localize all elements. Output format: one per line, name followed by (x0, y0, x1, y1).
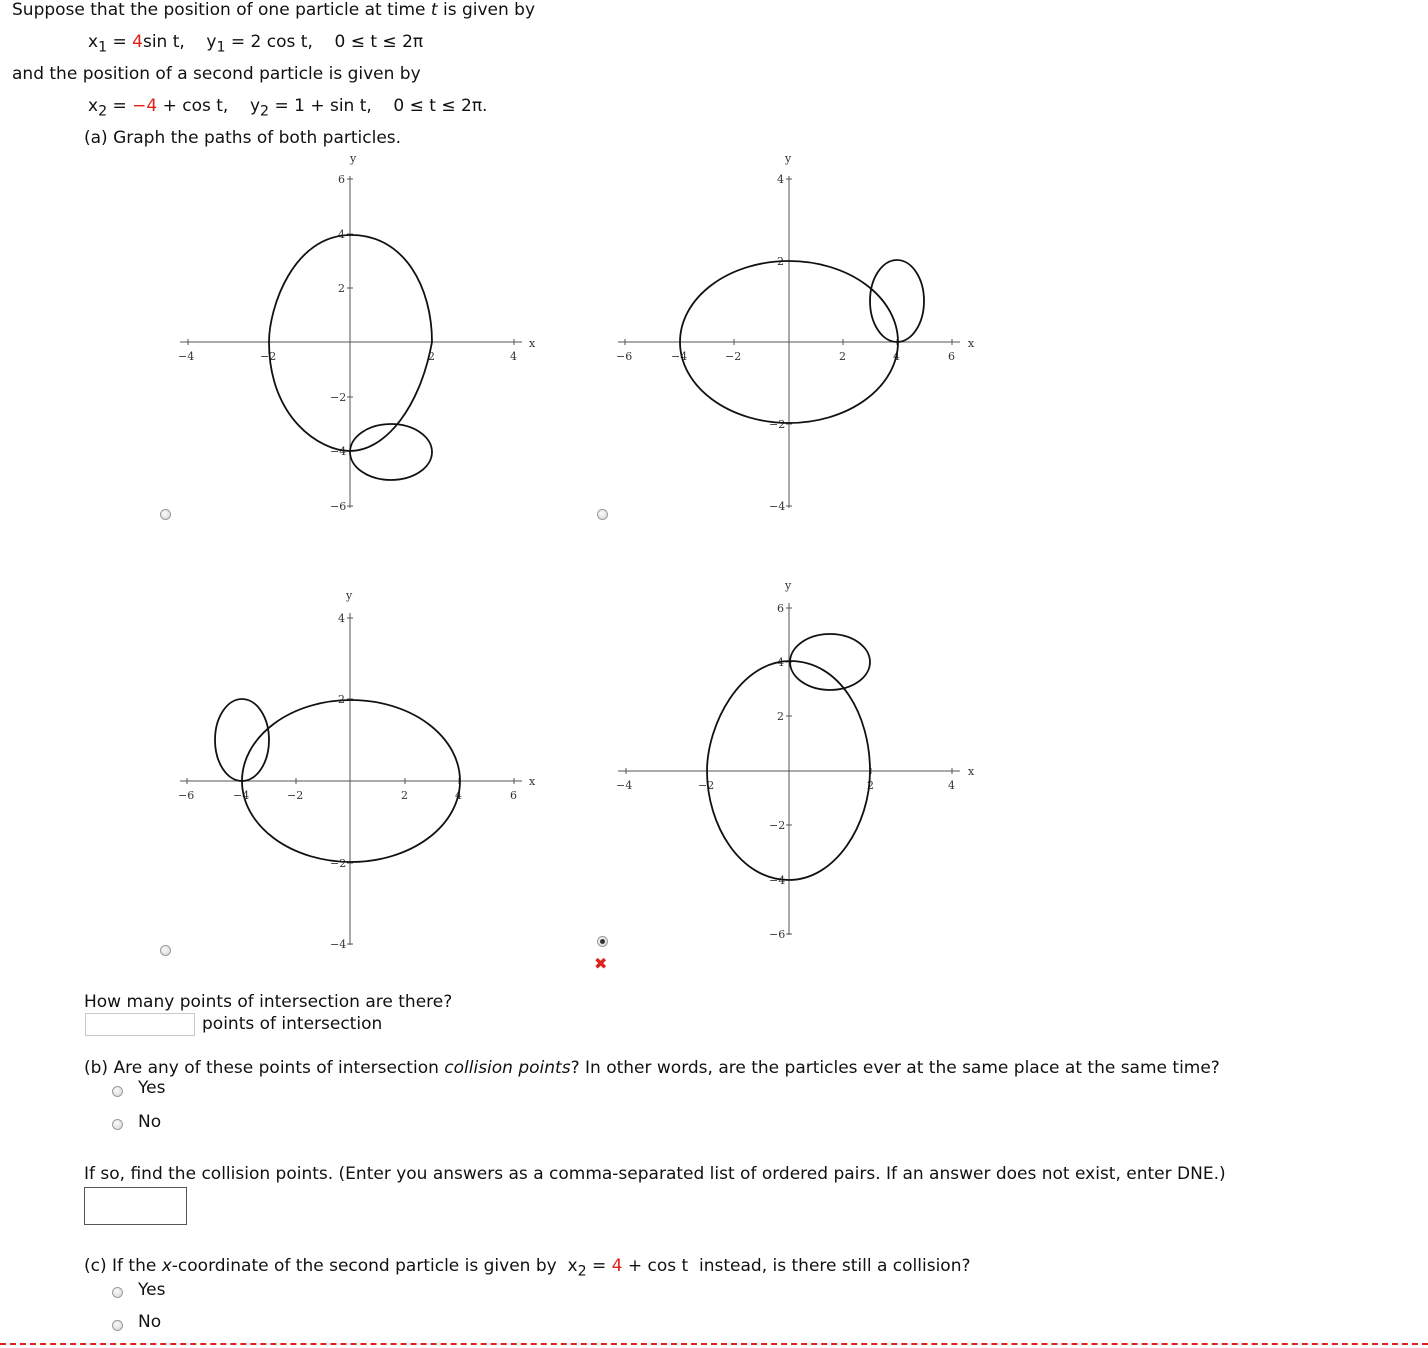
part-c-no-label: No (138, 1312, 162, 1332)
tick-label: −6 (769, 928, 786, 941)
intersection-count-input[interactable] (85, 1013, 195, 1036)
collision-points-input[interactable] (84, 1187, 187, 1225)
tick-label: 2 (839, 350, 846, 363)
part-c-suffix: instead, is there still a collision? (699, 1256, 971, 1276)
tick-label: −4 (769, 500, 786, 513)
part-c-prefix: (c) If the (84, 1256, 157, 1276)
equation-particle-1 (88, 32, 423, 55)
tick-label: 2 (777, 255, 784, 268)
tick-label: 4 (948, 779, 955, 792)
part-c-yes-radio[interactable] (112, 1287, 123, 1298)
tick-label: 4 (893, 350, 900, 363)
tick-label: 4 (777, 173, 784, 186)
tick-label: 2 (338, 282, 345, 295)
graph-option-3 (170, 585, 540, 955)
equation-particle-2 (88, 96, 487, 119)
tick-label: 4 (338, 228, 345, 241)
part-b-yes-radio[interactable] (112, 1086, 123, 1097)
tick-label: 2 (401, 789, 408, 802)
tick-label: −2 (769, 418, 786, 431)
part-c-question (84, 1256, 971, 1279)
tick-label: −4 (330, 445, 347, 458)
tick-label: −4 (769, 874, 786, 887)
eq2-x: x (88, 96, 99, 116)
x-axis-label: x (968, 765, 975, 778)
part-c-sub: 2 (577, 1263, 587, 1280)
y-axis-label: y (346, 589, 353, 602)
eq2-y-rest: = 1 + sin t, (274, 96, 372, 116)
tick-label: 6 (510, 789, 517, 802)
tick-label: −4 (330, 938, 347, 951)
tick-label: −4 (616, 779, 633, 792)
tick-label: 4 (777, 656, 784, 669)
part-b-prefix: (b) Are any of these points of intersection (84, 1058, 439, 1078)
eq2-eq: = (112, 96, 127, 116)
tick-label: 4 (455, 789, 462, 802)
tick-label: −6 (330, 500, 347, 513)
intro-text (12, 0, 535, 20)
part-c-yes-label: Yes (138, 1280, 166, 1300)
graph-option-2 (610, 148, 980, 518)
tick-label: 6 (777, 602, 784, 615)
part-c-lhs: x (567, 1256, 578, 1276)
part-c-coef: 4 (611, 1256, 623, 1276)
eq1-x-rest: sin t, (142, 32, 185, 52)
y-axis-label: y (350, 152, 357, 165)
tick-label: 4 (510, 350, 517, 363)
incorrect-icon: ✖ (594, 954, 608, 973)
tick-label: −2 (287, 789, 304, 802)
y-axis-label: y (785, 152, 792, 165)
x-axis-label: x (968, 337, 975, 350)
eq1-y: y (206, 32, 217, 52)
part-b-em: collision points (444, 1058, 571, 1078)
graph-option-4 (610, 575, 980, 945)
part-c-no-radio[interactable] (112, 1320, 123, 1331)
tick-label: 6 (338, 173, 345, 186)
eq1-y-sub: 1 (216, 39, 226, 56)
part-a-heading: (a) Graph the paths of both particles. (84, 128, 402, 148)
tick-label: −4 (671, 350, 688, 363)
eq2-x-sub: 2 (98, 103, 108, 120)
intro-end: is given by (442, 0, 536, 20)
intersect-suffix: points of intersection (202, 1014, 383, 1034)
graph-option-3-radio[interactable] (160, 945, 171, 956)
tick-label: −2 (698, 779, 715, 792)
y-axis-label: y (785, 579, 792, 592)
tick-label: −6 (178, 789, 195, 802)
eq2-x-rest: + cos t, (162, 96, 229, 116)
intro-main: Suppose that the position of one particle at time (12, 0, 426, 20)
tick-label: −2 (330, 391, 347, 404)
eq1-eq: = (112, 32, 127, 52)
eq2-x-const: −4 (132, 96, 158, 116)
tick-label: 2 (867, 779, 874, 792)
part-c-var: x (161, 1256, 172, 1276)
graph-option-2-radio[interactable] (597, 509, 608, 520)
x-axis-label: x (529, 775, 536, 788)
intro-var: t (430, 0, 438, 20)
part-c-middle: -coordinate of the second particle is given by (171, 1256, 557, 1276)
eq2-y-sub: 2 (260, 103, 270, 120)
graph-option-1-radio[interactable] (160, 509, 171, 520)
intersect-question: How many points of intersection are there? (84, 992, 453, 1012)
separator-dashed (0, 1343, 1428, 1345)
part-b-no-radio[interactable] (112, 1119, 123, 1130)
tick-label: 6 (948, 350, 955, 363)
tick-label: −6 (616, 350, 633, 363)
tick-label: −2 (769, 819, 786, 832)
part-b-suffix: ? In other words, are the particles ever at the same place at the same time? (570, 1058, 1220, 1078)
tick-label: −2 (260, 350, 277, 363)
tick-label: 2 (338, 693, 345, 706)
eq1-x: x (88, 32, 99, 52)
eq2-y: y (249, 96, 261, 116)
part-b-question (84, 1058, 1220, 1078)
eq1-x-coef: 4 (132, 32, 143, 52)
graph-option-1 (170, 148, 540, 518)
eq1-range: 0 ≤ t ≤ 2π (334, 32, 424, 52)
collision-prompt: If so, find the collision points. (Enter you answers as a comma-separated list of ordered pairs. If an answer does not exist, enter DNE.) (84, 1164, 1226, 1184)
eq1-x-sub: 1 (98, 39, 108, 56)
tick-label: −4 (178, 350, 195, 363)
tick-label: 4 (338, 612, 345, 625)
tick-label: 2 (777, 710, 784, 723)
second-intro: and the position of a second particle is given by (12, 64, 421, 84)
x-axis-label: x (529, 337, 536, 350)
curve-particle-2 (215, 699, 269, 781)
eq1-y-rest: = 2 cos t, (230, 32, 313, 52)
part-c-eq: = (592, 1256, 607, 1276)
part-c-rest: + cos t (627, 1256, 689, 1276)
eq2-range: 0 ≤ t ≤ 2π. (393, 96, 488, 116)
tick-label: −2 (725, 350, 742, 363)
tick-label: −2 (330, 857, 347, 870)
tick-label: 2 (428, 350, 435, 363)
graph-option-4-radio[interactable] (597, 936, 608, 947)
tick-label: −4 (233, 789, 250, 802)
part-b-no-label: No (138, 1112, 162, 1132)
part-b-yes-label: Yes (138, 1078, 166, 1098)
